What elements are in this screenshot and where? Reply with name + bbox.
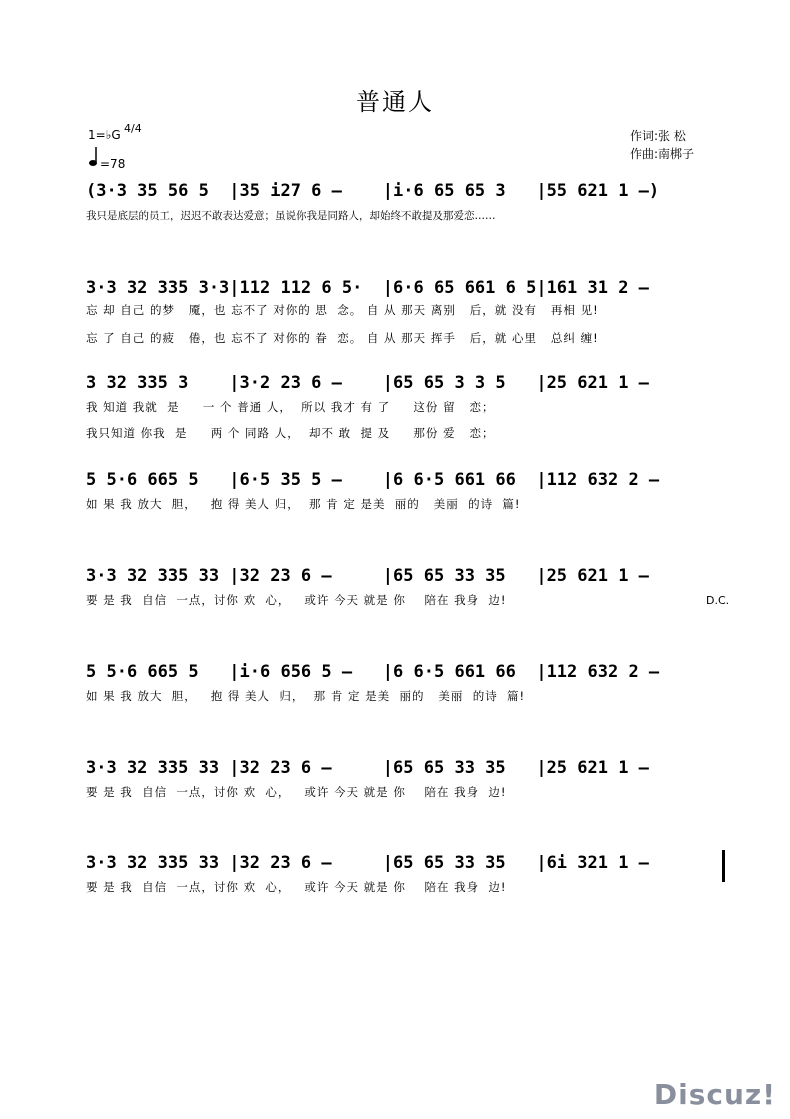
lyric-line: 要 是 我 自信 一点，讨你 欢 心， 或许 今天 就是 你 陪在 我身 边! [86, 785, 507, 799]
lyric-line: 要 是 我 自信 一点，讨你 欢 心， 或许 今天 就是 你 陪在 我身 边! [86, 593, 507, 607]
dc-marking: D.C. [706, 594, 730, 607]
lyricist-credit: 作词:张 松 [630, 129, 686, 143]
lyric-line: 我只知道 你我 是 两 个 同路 人， 却不 敢 提 及 那份 爱 恋； [86, 426, 495, 440]
composer-credit: 作曲:南梆子 [630, 147, 695, 161]
lyric-line: 我只是底层的员工，迟迟不敢表达爱意；虽说你我是同路人，却始终不敢提及那爱恋…… [86, 210, 496, 222]
score-system-6 [86, 659, 736, 709]
lyric-line: 我 知道 我就 是 一 个 普通 人， 所以 我才 有 了 这份 留 恋； [86, 400, 495, 414]
notation-line: 3·3 32 335 33 |32 23 6 – |65 65 33 35 |6i 321 1 – [86, 853, 649, 873]
lyric-line: 如 果 我 放大 胆， 抱 得 美人 归， 那 肯 定 是美 丽的 美丽 的诗 篇! [86, 689, 526, 703]
score-system-2 [86, 275, 736, 355]
score-title: 普通人 [356, 88, 434, 116]
notation-line: 3·3 32 335 33 |32 23 6 – |65 65 33 35 |25 621 1 – [86, 758, 649, 778]
score-system-7 [86, 755, 736, 805]
lyric-line: 忘 却 自己 的梦 魇，也 忘不了 对你的 思 念。 自 从 那天 离别 后，就 没有 再相 见! [86, 303, 599, 317]
score-system-4 [86, 467, 736, 517]
credits [630, 127, 694, 163]
notation-line: 5 5·6 665 5 |i·6 656 5 – |6 6·5 661 66 |112 632 2 – [86, 662, 660, 682]
score-system-8 [86, 850, 736, 900]
lyric-line: 忘 了 自己 的疲 倦，也 忘不了 对你的 眷 恋。 自 从 那天 挥手 后，就 心里 总纠 缠! [86, 331, 599, 345]
lyric-line: 要 是 我 自信 一点，讨你 欢 心， 或许 今天 就是 你 陪在 我身 边! [86, 880, 507, 894]
quarter-note-icon [88, 145, 98, 167]
score-system-1 [86, 178, 736, 228]
time-signature: 4/4 [124, 122, 142, 135]
notation-line: 3·3 32 335 33 |32 23 6 – |65 65 33 35 |25 621 1 – [86, 566, 649, 586]
discuz-watermark: Discuz! [653, 1078, 776, 1111]
notation-line: 5 5·6 665 5 |6·5 35 5 – |6 6·5 661 66 |112 632 2 – [86, 470, 660, 490]
final-barline [722, 850, 725, 882]
key-signature: 1=♭G [88, 128, 121, 142]
tempo-marking: =78 [100, 157, 126, 171]
score-system-5 [86, 563, 736, 613]
notation-line: 3 32 335 3 |3·2 23 6 – |65 65 3 3 5 |25 621 1 – [86, 373, 649, 393]
notation-line: 3·3 32 335 3·3|112 112 6 5· |6·6 65 661 6 5|161 31 2 – [86, 278, 649, 298]
notation-line: (3·3 35 56 5 |35 i27 6 – |i·6 65 65 3 |55 621 1 –) [86, 181, 660, 201]
lyric-line: 如 果 我 放大 胆， 抱 得 美人 归， 那 肯 定 是美 丽的 美丽 的诗 篇! [86, 497, 521, 511]
score-system-3 [86, 370, 736, 450]
